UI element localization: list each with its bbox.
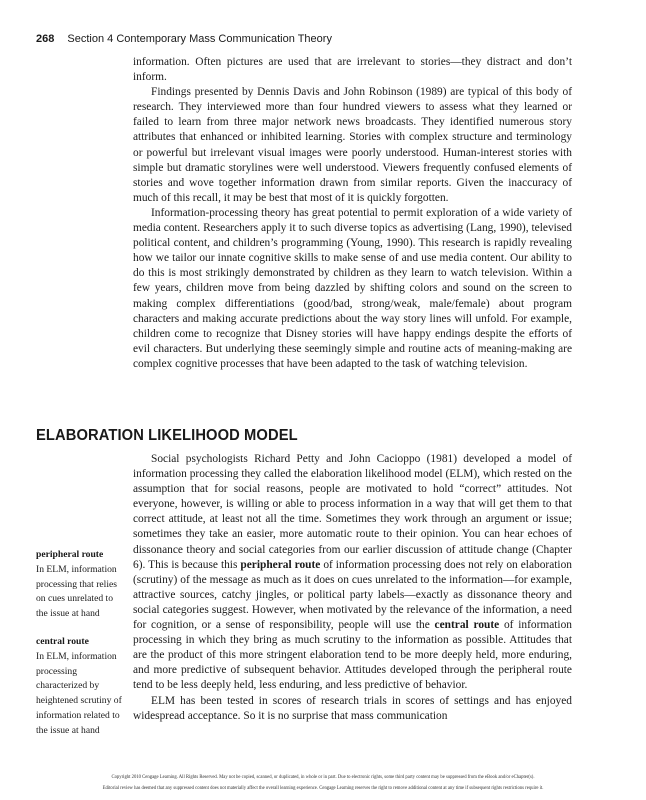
copyright-notice: Copyright 2010 Cengage Learning. All Rights Reserved. May not be copied, scanned, or duplicated, in whole or in part. Due to electronic rights, some third party content may be suppressed from the eBook and/or eChapter(s). <box>111 775 535 780</box>
paragraph: information. Often pictures are used that are irrelevant to stories—they distract and don’t inform. <box>133 56 572 84</box>
gloss-term: peripheral route <box>36 549 104 560</box>
section-heading: ELABORATION LIKELIHOOD MODEL <box>36 427 298 444</box>
body-text-elm <box>133 452 572 724</box>
body-text-before-section <box>133 55 572 372</box>
key-term-central-route: central route <box>434 619 500 632</box>
margin-gloss <box>36 635 122 739</box>
running-head <box>36 33 332 45</box>
gloss-definition: In ELM, information processing characterized by heightened scrutiny of information related to the issue at hand <box>36 650 122 736</box>
text-run: of information processing in which they bring as much scrutiny to the information as possible. Attitudes that are the product of this more stringent elaboration tend to be more deeply held, more enduring, and more predictive of subsequent behavior. Attitudes developed through the peripheral route tend to be less deeply held, less enduring, and less predictive of behavior. <box>133 619 572 692</box>
key-term-peripheral-route: peripheral route <box>240 558 321 571</box>
paragraph: ELM has been tested in scores of research trials in scores of settings and has enjoyed widespread acceptance. So it is no surprise that mass communication <box>133 694 572 722</box>
paragraph: Findings presented by Dennis Davis and John Robinson (1989) are typical of this body of research. They interviewed more than four hundred viewers to assess what they learned or failed to learn from three major network news broadcasts. They identified numerous story attributes that enhanced or inhibited learning. Stories with complex structure and terminology or powerful but irrelevant visual images were poorly understood. Human-interest stories with simple but dramatic storylines were well understood. Viewers frequently confused elements of stories and wove together information drawn from similar reports. Given the inaccuracy of much of this recall, it may be best that most of it is quickly forgotten. <box>133 86 572 204</box>
editorial-notice: Editorial review has deemed that any suppressed content does not materially affect the overall learning experience. Cengage Learning reserves the right to remove additional content at any time if subsequent rights restrictions require it. <box>102 786 544 791</box>
gloss-term: central route <box>36 636 89 647</box>
gloss-definition: In ELM, information processing that relies on cues unrelated to the issue at hand <box>36 563 117 620</box>
margin-gloss <box>36 548 122 622</box>
section-title: Section 4 Contemporary Mass Communication Theory <box>67 33 332 45</box>
paragraph: Information-processing theory has great potential to permit exploration of a wide variety of media content. Researchers apply it to such diverse topics as advertising (Lang, 1990), televised political content, and children’s programming (Young, 1990). This research is rapidly revealing how we tailor our innate cognitive skills to make sense of and use media content. Our ability to do this is most strikingly demonstrated by children as they learn to watch television. Within a few years, children move from being dazzled by shifting colors and sound on the screen to making complex differentiations (good/bad, strong/weak, male/female) about program characters and making accurate predictions about the way story lines will unfold. For example, children come to recognize that Disney stories will have happy endings despite the efforts of evil characters. But underlying these seemingly simple and routine acts of meaning-making are complex cognitive processes that have been adapted to the task of watching television. <box>133 206 572 370</box>
text-run: of information processing does not rely on elaboration (scrutiny) of the message as much as it does on cues unrelated to the information—for example, attractive sources, catchy jingles, or political party labels—exactly as dissonance theory and social categories suggest. However, when motivated by the relevance of the information, a need for cognition, or a sense of responsibility, people will use the <box>133 558 572 632</box>
text-run: Social psychologists Richard Petty and John Cacioppo (1981) developed a model of information processing they called the elaboration likelihood model (ELM), which rested on the assumption that for social reasons, people are motivated to hold “correct” attitudes. Not everyone, however, is willing or able to process information in a way that will get them to that correct attitude, at least not all the time. Sometimes they work through an argument or issue; sometimes they take an easier, more automatic route to their opinion. You can hear echoes of dissonance theory and social categories from our earlier discussion of attitude change (Chapter 6). This is because this <box>133 453 572 571</box>
page-number: 268 <box>36 33 55 45</box>
paragraph <box>133 452 572 694</box>
